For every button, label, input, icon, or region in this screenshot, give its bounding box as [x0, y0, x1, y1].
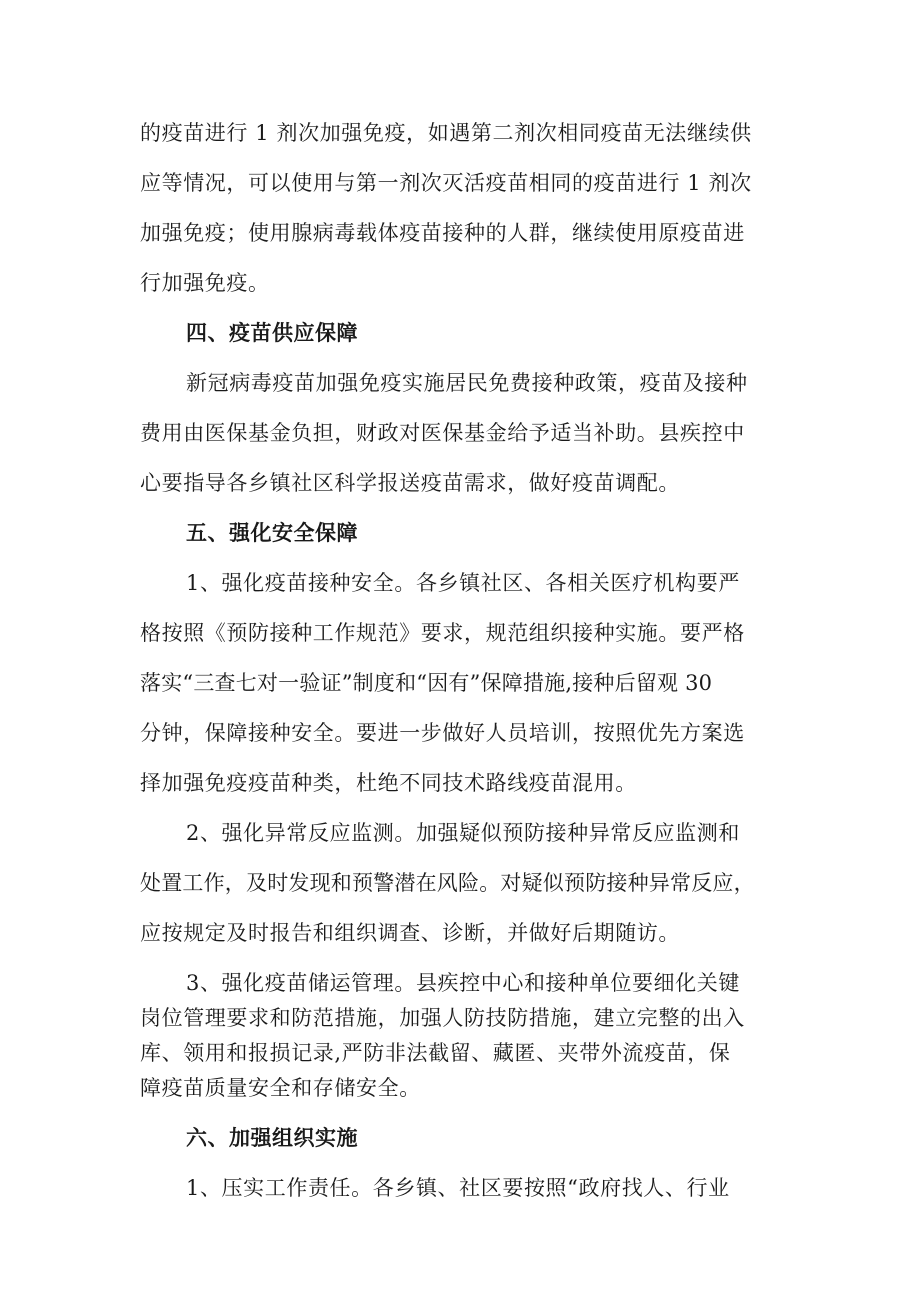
section-heading-4: 四、疫苗供应保障 — [186, 321, 358, 345]
section-heading-5: 五、强化安全保障 — [186, 521, 358, 545]
paragraph-line: 障疫苗质量安全和存储安全。 — [140, 1076, 421, 1100]
paragraph-line: 岗位管理要求和防范措施，加强人防技防措施，建立完整的出入 — [140, 1006, 745, 1030]
paragraph-line: 3、强化疫苗储运管理。县疾控中心和接种单位要细化关键 — [186, 971, 740, 995]
paragraph-line: 新冠病毒疫苗加强免疫实施居民免费接种政策，疫苗及接种 — [186, 371, 748, 395]
paragraph-line: 择加强免疫疫苗种类，杜绝不同技术路线疫苗混用。 — [140, 771, 637, 795]
paragraph-line: 库、领用和报损记录,严防非法截留、藏匿、夹带外流疫苗，保 — [140, 1041, 731, 1065]
paragraph-line: 1、强化疫苗接种安全。各乡镇社区、各相关医疗机构要严 — [186, 571, 740, 595]
paragraph-line: 心要指导各乡镇社区科学报送疫苗需求，做好疫苗调配。 — [140, 471, 680, 495]
section-heading-6: 六、加强组织实施 — [186, 1126, 358, 1150]
paragraph-line: 格按照《预防接种工作规范》要求，规范组织接种实施。要严格 — [140, 621, 745, 645]
paragraph-line: 行加强免疫。 — [140, 271, 270, 295]
paragraph-line: 应按规定及时报告和组织调查、诊断，并做好后期随访。 — [140, 921, 680, 945]
paragraph-line: 2、强化异常反应监测。加强疑似预防接种异常反应监测和 — [186, 821, 740, 845]
paragraph-line: 的疫苗进行 1 剂次加强免疫，如遇第二剂次相同疫苗无法继续供 — [140, 121, 752, 145]
paragraph-line: 处置工作，及时发现和预警潜在风险。对疑似预防接种异常反应， — [140, 871, 755, 895]
paragraph-line: 应等情况，可以使用与第一剂次灭活疫苗相同的疫苗进行 1 剂次 — [140, 171, 752, 195]
paragraph-line: 分钟，保障接种安全。要进一步做好人员培训，按照优先方案选 — [140, 721, 745, 745]
paragraph-line: 费用由医保基金负担，财政对医保基金给予适当补助。县疾控中 — [140, 421, 745, 445]
paragraph-line: 加强免疫；使用腺病毒载体疫苗接种的人群，继续使用原疫苗进 — [140, 221, 745, 245]
paragraph-line: 落实“三查七对一验证”制度和“因有”保障措施,接种后留观 30 — [140, 671, 713, 695]
paragraph-line: 1、压实工作责任。各乡镇、社区要按照“政府找人、行业 — [186, 1176, 730, 1200]
